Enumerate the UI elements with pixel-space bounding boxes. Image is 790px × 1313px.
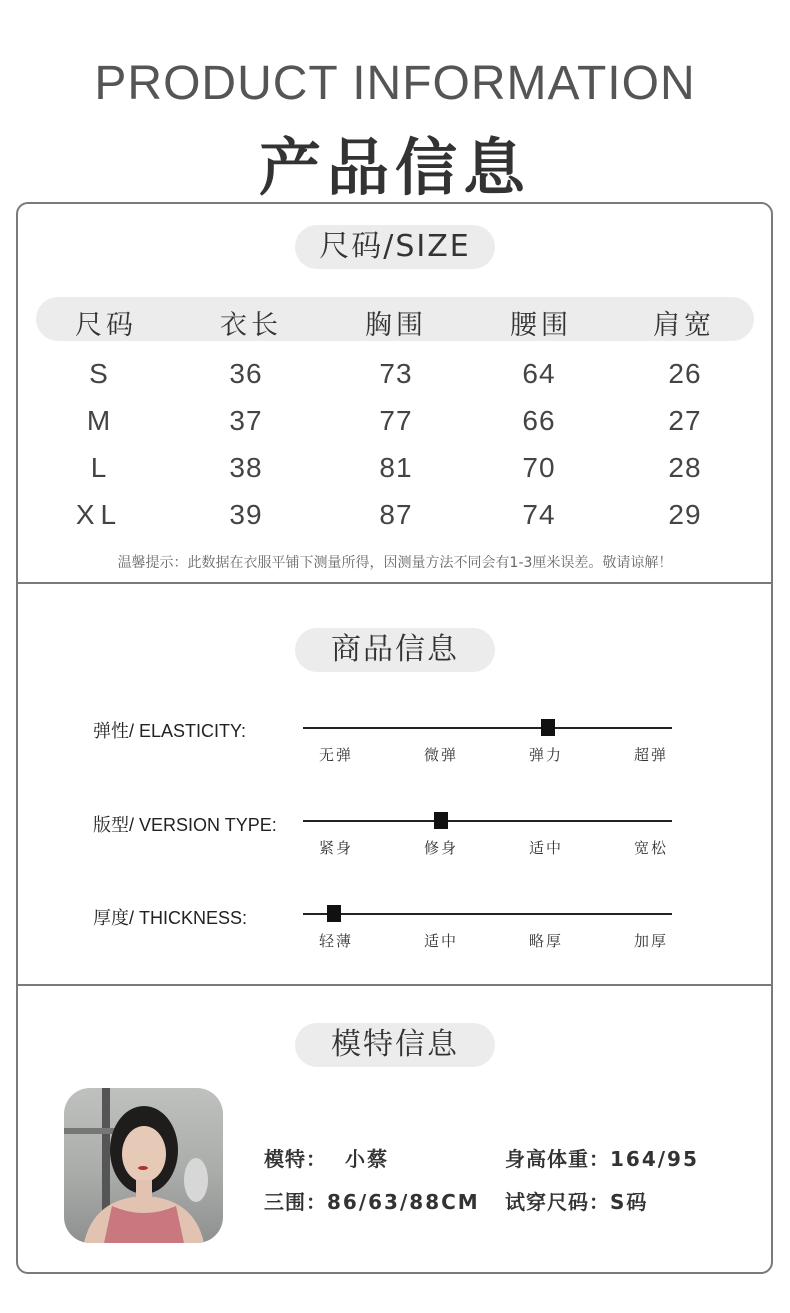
scale-label: 适中: [528, 839, 563, 857]
table-cell: 66: [522, 405, 556, 436]
model-name-value: 小蔡: [344, 1147, 389, 1171]
col-header-waist: 腰围: [510, 310, 572, 341]
elasticity-track: [303, 727, 672, 729]
col-header-shoulder: 肩宽: [653, 310, 715, 341]
elasticity-label-en: / ELASTICITY:: [129, 721, 247, 741]
model-section-pill: 模特信息: [295, 1023, 495, 1067]
table-cell: 77: [379, 405, 413, 436]
table-cell: 36: [229, 358, 263, 389]
scale-label: 轻薄: [318, 932, 353, 950]
table-cell: 27: [668, 405, 702, 436]
version-type-label: [93, 811, 277, 837]
thickness-label-en: / THICKNESS:: [129, 908, 248, 928]
col-header-size: 尺码: [75, 310, 137, 341]
elasticity-marker: [541, 719, 555, 736]
model-name-line: [264, 1143, 389, 1172]
scale-label: 紧身: [318, 839, 353, 857]
size-section-pill: 尺码/SIZE: [295, 225, 495, 269]
scale-label: 无弹: [318, 746, 353, 764]
title-english: PRODUCT INFORMATION: [94, 57, 696, 110]
elasticity-label-cn: 弹性: [93, 721, 129, 742]
table-cell: 64: [522, 358, 556, 389]
scale-label: 微弹: [423, 746, 458, 764]
height-weight-value: 164/95: [610, 1147, 699, 1171]
scale-label: 修身: [423, 839, 458, 857]
table-cell: 39: [229, 499, 263, 530]
scale-label: 宽松: [633, 839, 668, 857]
table-cell: 70: [522, 452, 556, 483]
model-height-weight-line: [505, 1143, 699, 1172]
table-cell: 73: [379, 358, 413, 389]
trial-size-value: S码: [610, 1190, 649, 1214]
section-divider-2: [16, 984, 773, 986]
title-chinese: 产品信息: [258, 131, 531, 204]
table-cell: 26: [668, 358, 702, 389]
table-cell: 29: [668, 499, 702, 530]
table-cell: 87: [379, 499, 413, 530]
measurements-value: 86/63/88CM: [327, 1190, 480, 1214]
thickness-label-cn: 厚度: [93, 908, 129, 929]
table-cell: 37: [229, 405, 263, 436]
table-cell: XL: [75, 499, 123, 530]
table-cell: M: [86, 405, 112, 436]
scale-label: 弹力: [528, 746, 563, 764]
table-cell: 28: [668, 452, 702, 483]
model-photo: [64, 1088, 223, 1243]
model-name-label: 模特：: [264, 1147, 327, 1171]
version-type-label-cn: 版型: [93, 815, 129, 836]
trial-size-label: 试穿尺码：: [505, 1190, 610, 1214]
scale-label: 超弹: [633, 746, 668, 764]
measurements-label: 三围：: [264, 1190, 327, 1214]
elasticity-label: [93, 717, 246, 743]
table-cell: 74: [522, 499, 556, 530]
scale-label: 适中: [423, 932, 458, 950]
scale-label: 加厚: [633, 932, 668, 950]
product-section-pill: 商品信息: [295, 628, 495, 672]
table-cell: 38: [229, 452, 263, 483]
version-type-label-en: / VERSION TYPE:: [129, 815, 277, 835]
table-cell: S: [89, 358, 109, 389]
table-cell: 81: [379, 452, 413, 483]
scale-label: 略厚: [528, 932, 563, 950]
thickness-track: [303, 913, 672, 915]
version-type-track: [303, 820, 672, 822]
height-weight-label: 身高体重：: [505, 1147, 610, 1171]
table-cell: L: [90, 452, 108, 483]
model-measurements-line: [264, 1186, 480, 1215]
measurement-note: 温馨提示：此数据在衣服平铺下测量所得，因测量方法不同会有1-3厘米误差。敬请谅解！: [117, 555, 673, 571]
version-type-marker: [434, 812, 448, 829]
model-photo-illustration: [64, 1088, 223, 1243]
section-divider-1: [16, 582, 773, 584]
col-header-length: 衣长: [220, 310, 282, 341]
col-header-bust: 胸围: [365, 310, 427, 341]
thickness-label: [93, 904, 247, 930]
thickness-marker: [327, 905, 341, 922]
model-trial-size-line: [505, 1186, 648, 1215]
